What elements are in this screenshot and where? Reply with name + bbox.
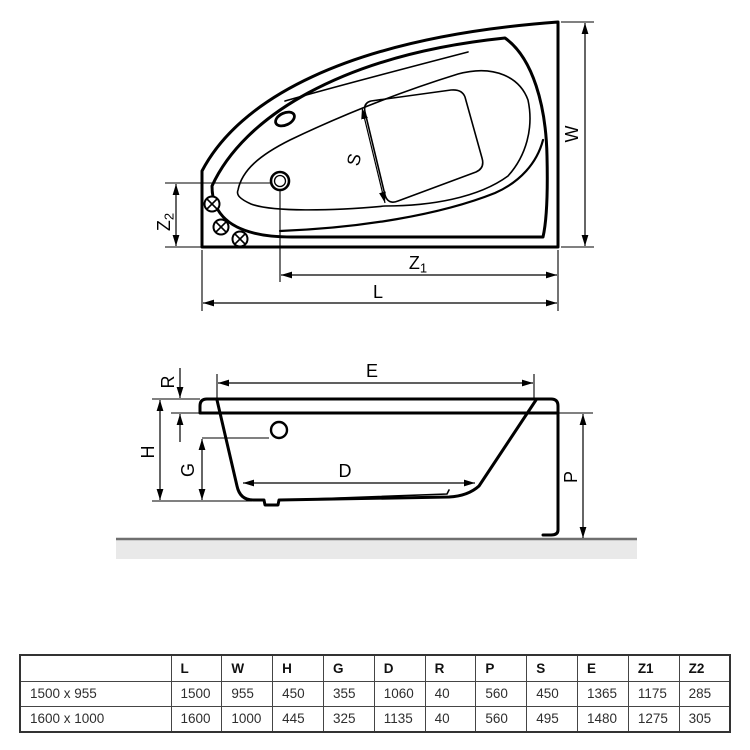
dimension-r: [152, 368, 200, 442]
dimension-label-z2: [154, 213, 177, 231]
column-header: R: [425, 655, 476, 681]
table-cell: 1000: [222, 706, 273, 732]
tub-side-outline: [200, 399, 558, 535]
dimension-h: [138, 400, 252, 501]
whirlpool-jet-icon: [205, 197, 220, 212]
table-cell: 1175: [628, 681, 679, 706]
dim-z1-sub: 1: [419, 260, 428, 276]
table-cell: 560: [476, 706, 527, 732]
overflow-icon: [271, 422, 287, 438]
spec-table: [19, 654, 731, 733]
column-header: W: [222, 655, 273, 681]
dim-z2-main: Z: [154, 220, 174, 232]
dimension-d: [243, 461, 475, 483]
table-cell: 325: [323, 706, 374, 732]
column-header: S: [527, 655, 578, 681]
column-header: L: [171, 655, 222, 681]
column-header: D: [374, 655, 425, 681]
table-cell: 1480: [578, 706, 629, 732]
side-body: [217, 400, 536, 505]
table-cell: 445: [273, 706, 324, 732]
dimension-label-h: H: [138, 445, 158, 459]
table-row: [20, 681, 730, 706]
dimension-label-g: G: [178, 462, 198, 478]
table-header-row: [20, 655, 730, 681]
dim-z2-sub: 2: [161, 212, 177, 221]
whirlpool-jet-icon: [214, 220, 229, 235]
column-header: Z1: [628, 655, 679, 681]
dimension-label-z1: [409, 253, 427, 276]
table-cell: 40: [425, 706, 476, 732]
dimension-label-r: R: [158, 375, 178, 389]
table-cell: 1600: [171, 706, 222, 732]
table-cell: 560: [476, 681, 527, 706]
dimension-label-p: P: [561, 470, 581, 484]
dimension-p: [559, 413, 593, 538]
dimension-label-l: L: [372, 282, 384, 302]
table-cell: 495: [527, 706, 578, 732]
table-cell: 955: [222, 681, 273, 706]
table-cell: 1060: [374, 681, 425, 706]
column-header: G: [323, 655, 374, 681]
side-rim: [200, 399, 558, 413]
floor: [116, 539, 637, 559]
dimension-e: [217, 361, 534, 398]
table-cell: 1135: [374, 706, 425, 732]
size-label: 1500 x 955: [20, 681, 171, 706]
table-cell: 1275: [628, 706, 679, 732]
table-cell: 450: [527, 681, 578, 706]
table-cell: 305: [679, 706, 730, 732]
dimension-w: [561, 22, 594, 247]
dimension-label-w: W: [562, 125, 582, 143]
column-header: Z2: [679, 655, 730, 681]
table-cell: 40: [425, 681, 476, 706]
side-apron-edge: [543, 413, 558, 535]
table-row: [20, 706, 730, 732]
dimension-label-d: D: [338, 461, 352, 481]
column-header: [20, 655, 171, 681]
dim-z1-main: Z: [408, 253, 420, 273]
column-header: P: [476, 655, 527, 681]
table-cell: 1365: [578, 681, 629, 706]
dimension-g: [178, 438, 269, 500]
table-cell: 450: [273, 681, 324, 706]
column-header: H: [273, 655, 324, 681]
table-cell: 285: [679, 681, 730, 706]
side-view: [116, 361, 637, 559]
whirlpool-jet-icon: [233, 232, 248, 247]
dimension-l: [202, 250, 557, 311]
dimension-label-e: E: [365, 361, 379, 381]
table-cell: 1500: [171, 681, 222, 706]
drain-icon: [271, 172, 289, 190]
size-label: 1600 x 1000: [20, 706, 171, 732]
table-cell: 355: [323, 681, 374, 706]
column-header: E: [578, 655, 629, 681]
top-view: [154, 22, 594, 311]
tub-top-outline: [202, 22, 558, 247]
dimension-label-s: S: [343, 151, 366, 168]
